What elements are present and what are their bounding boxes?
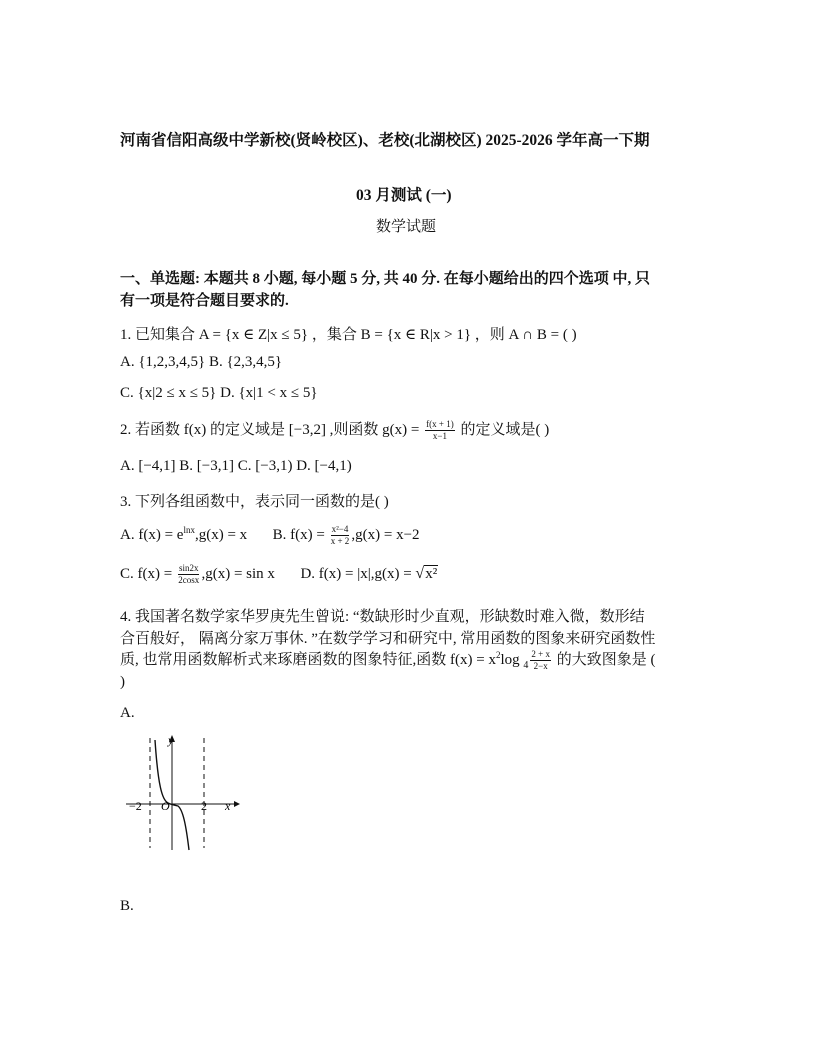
question-4-line4: ) — [120, 674, 125, 690]
origin-label: O — [161, 799, 170, 813]
question-3-optA-sup: lnx — [183, 525, 195, 535]
question-3-optC-post: ,g(x) = sin x — [201, 565, 275, 582]
exam-title-line2: 03 月测试 (一) — [356, 187, 452, 204]
question-3-optB-den: x + 2 — [330, 536, 350, 547]
question-3-optA-post: ,g(x) = x — [194, 527, 248, 543]
question-4-frac-den: 2−x — [533, 661, 548, 672]
section-heading-line1: 一、单选题: 本题共 8 小题, 每小题 5 分, 共 40 分. 在每小题给出的四个选项 中, 只 — [120, 271, 650, 287]
question-4-line3 — [120, 648, 655, 671]
question-3-optC-pre: C. f(x) = — [120, 565, 176, 582]
question-4-line1: 4. 我国著名数学家华罗庚先生曾说: “数缺形时少直观，形缺数时难入微，数形结 — [120, 609, 645, 625]
question-4-frac-num: 2 + x — [531, 649, 550, 660]
section-heading-line2: 有一项是符合题目要求的. — [120, 293, 289, 309]
question-1-options-cd: C. {x|2 ≤ x ≤ 5} D. {x|1 < x ≤ 5} — [120, 385, 318, 401]
question-2-stem-post: 的定义域是( ) — [456, 422, 550, 438]
question-1-stem: 1. 已知集合 A = {x ∈ Z|x ≤ 5} ，集合 B = {x ∈ R|x > 1} ，则 A ∩ B = ( ) — [120, 327, 577, 343]
question-3-options-cd — [120, 564, 438, 585]
question-3-optB-num: x²−4 — [331, 524, 349, 535]
question-4-fraction — [530, 650, 551, 671]
question-2-options: A. [−4,1] B. [−3,1] C. [−3,1) D. [−4,1) — [120, 458, 352, 474]
x-axis-arrow-icon — [234, 801, 240, 807]
question-4-line3-sup: 2 — [495, 650, 501, 660]
question-4-line3-pre: 质, 也常用函数解析式来琢磨函数的图象特征,函数 f(x) = x — [120, 652, 496, 668]
exam-subtitle: 数学试题 — [376, 219, 437, 235]
question-2-frac-num: f(x + 1) — [426, 419, 454, 430]
question-3-optC-den: 2cosx — [178, 575, 200, 585]
question-2-frac-den: x−1 — [432, 431, 447, 442]
question-2-fraction — [425, 420, 455, 441]
question-3-optD-pre: D. f(x) = |x|,g(x) = — [300, 565, 416, 582]
question-3-optB-post: ,g(x) = x−2 — [351, 527, 420, 543]
question-3-options-ab — [120, 525, 420, 546]
question-4-optA-label: A. — [120, 705, 135, 721]
question-3-optD-root: x² — [425, 565, 438, 582]
question-4-optB-label: B. — [120, 898, 134, 914]
sqrt-sign-icon: √ — [415, 564, 425, 582]
pos-tick-label: 2 — [201, 799, 207, 813]
question-4-log-base: 4 — [523, 660, 529, 671]
question-4-line3-post: 的大致图象是 ( — [552, 652, 656, 668]
question-2-stem — [120, 418, 549, 441]
question-3-optB-pre: B. f(x) = — [272, 527, 329, 543]
x-axis-label: x — [225, 799, 231, 813]
question-2-stem-pre: 2. 若函数 f(x) 的定义域是 [−3,2] ,则函数 g(x) = — [120, 422, 424, 438]
y-axis-label: y — [168, 733, 174, 747]
graph-option-a-svg — [122, 730, 242, 855]
question-4-line2: 合百般好， 隔离分家万事休. ”在数学学习和研究中, 常用函数的图象来研究函数性 — [120, 631, 656, 647]
graph-option-a — [122, 730, 242, 860]
question-3-optC-fraction — [178, 564, 200, 585]
question-3-optB-fraction — [331, 525, 350, 546]
neg-tick-label: −2 — [129, 799, 142, 813]
question-3-optC-num: sin2x — [178, 563, 199, 573]
question-1-options-ab: A. {1,2,3,4,5} B. {2,3,4,5} — [120, 354, 283, 370]
exam-title-line1: 河南省信阳高级中学新校(贤岭校区)、老校(北湖校区) 2025-2026 学年高一下期 — [120, 132, 650, 149]
question-3-optA-pre: A. f(x) = e — [120, 527, 184, 543]
question-4-log: log — [500, 652, 524, 668]
question-3-stem: 3. 下列各组函数中，表示同一函数的是( ) — [120, 494, 389, 510]
